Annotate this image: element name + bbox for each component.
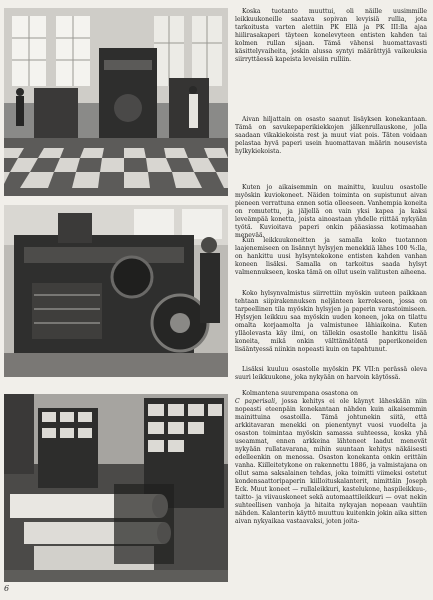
text-block-rewinder (235, 116, 427, 156)
text-block-core-production (235, 290, 427, 354)
paragraph: Koska tuotanto muuttui, oli näille uusimmille leikkuukoneille saatava sopivan levyisiä rullia, jota tarkoitusta varten alettiin PK Ellä ja PK III:lla ajaa hiilirasakaperi täyteen konelevyteen entisten kahden tai kolmen rullan sijaan. Tämä vähensi huomattavasti käsittelyvaiheita, joskin alussa syntyi määrättyjä vaikeuksia siirryttäessä kapeista leveisiin rulliin. (235, 8, 427, 63)
paragraph: Kuten jo aikaisemmin on mainittu, kuuluu osastolle myöskin kuviokoneet. Näiden toiminta on supistunut aivan pieneen verrattuna ennen sotia olleeseen. Vanhempia koneita on romutettu, ja jäljellä on vain yksi kapea ja kaksi leveämpää konetta, joista ainoastaan yhdelle riittää nykyään työtä. Kuvioitava paperi onkin pääasiassa kotimaahan menevää. (235, 184, 427, 239)
text-block-cores (235, 237, 427, 277)
paragraph: Koko hylsynvalmistus siirrettiin myöskin uuteen paikkaan tehtaan siipirakennuksen neljänteen kerrokseen, jossa on tarpeellinen tila myöskin hylsyjen ja paperin varastoimiseen. Hylsyjen leikkuu saa myöskin uuden koneen, joka on tilattu omalta korjaamolta ja valmistunee lähiaikoina. Kuten ylläolevasta käy ilmi, on tällekin osastolle hankittu lisää koneita, mikä onkin välttämätöntä paperikoneiden lisääntyessä niinkin nopeasti kuin on tapahtunut. (235, 290, 427, 353)
paragraph: Aivan hiljattain on osasto saanut lisäyksen konekantaan. Tämä on savukepaperikiekkojen jälkenrullauskone, jolla saadaan vikakiekoista rest ja muut viat pois. Täten voidaan pelastaa hyvä paperi usein huomattavan määrin nousevista hylkykiekoista. (235, 116, 427, 155)
paragraph-body: jossa kehitys ei ole käynyt läheskään niin nopeasti eteenpäin konekantaan nähden kuin aikaisemmin mainittuina osastoilla. Tämä johtunekin siitä, että arkkitavaran menekki on pienentynyt vuosi vuodelta ja osaston toimintaa myöskin samassa suhteessa, koska yhä useammat, ennen arkkeina lähteneet laadut menevät nykyään rullatavarana, mihin suuntaan kehitys näkäisesti edelleenkin on menossa. Osaston konekanta onkin erittäin vanha. Kiilleitetykone on rakennettu 1886, ja valmistajana on ollut sama saksalainen tehdas, joka toimitti viimeksi ostetut kondensaattoripaperin kiilloituskalanterit, nimittäin Joseph Eck. Muut koneet — rullaleikkuri, kastelukone, haspileikkuu-, taitto- ja viivauskoneet sekä automaattileikkuri — ovat nekin suhteellisen vanhoja ja hitaita nykyajan nopeaan vauhtiin nähden. Kalanterin käyttö muuttuu kuitenkin jokin aika sitten aivan nykyaikaa vastaavaksi, joten joita- (235, 398, 427, 525)
text-block-embossing (235, 184, 427, 240)
section-name: C paperisali, (235, 398, 278, 405)
paragraph (235, 398, 427, 526)
paragraph: Kolmantena suurempana osastona on (242, 390, 358, 397)
page-number: 6 (4, 584, 10, 593)
factory-hall-photo (4, 8, 228, 196)
stacked-rolls-photo (4, 394, 228, 582)
text-block-large-cutter (235, 366, 427, 382)
cutting-machine-photo (4, 205, 228, 377)
text-block-intro (235, 8, 427, 64)
text-block-paper-hall (235, 390, 427, 526)
paragraph: Kun leikkuukoneitten ja samalla koko tuotannon laajenemiseen on lisännyt hylsyjen menekkiä lähes 100 %:lla, on hankittu uusi hylsyntekokone entisten kahden vanhan koneen lisäksi. Samalla on tarkoitus saada hylsyt valmennukseen, koska tämä on ollut usein valitusten aiheena. (235, 237, 427, 276)
paragraph: Lisäksi kuuluu osastolle myöskin PK VII:n perässä oleva suuri leikkuukone, joka nykyään on harvoin käytössä. (235, 366, 427, 381)
